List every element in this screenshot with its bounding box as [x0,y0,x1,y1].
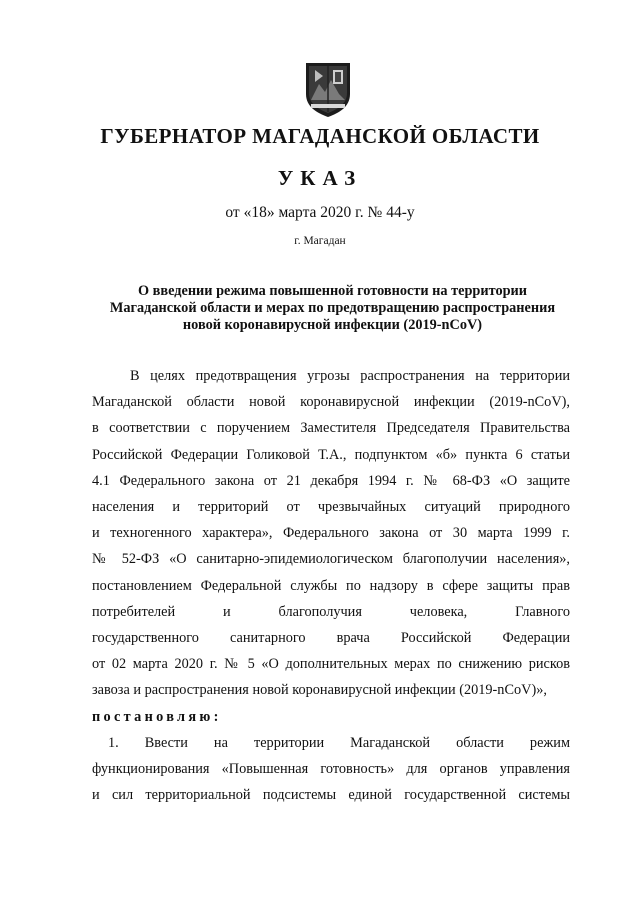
body-line: Магаданской области новой коронавирусной инфекции (2019-nCoV), [92,394,570,411]
item-line: 1. Ввести на территории Магаданской области режим [108,734,570,751]
body-line: 4.1 Федерального закона от 21 декабря 1994 г. № 68-ФЗ «О защите [92,472,570,489]
subject-line: Магаданской области и мерах по предотвращению распространения [109,300,556,316]
governor-title: ГУБЕРНАТОР МАГАДАНСКОЙ ОБЛАСТИ [100,124,540,148]
body-line: в соответствии с поручением Заместителя Председателя Правительства [92,420,570,437]
body-line: Российской Федерации Голиковой Т.А., подпунктом «б» пункта 6 статьи [92,446,570,463]
body-line: завоза и распространения новой коронавирусной инфекции (2019-nCoV)», [92,682,547,699]
body-line: и техногенного характера», Федерального закона от 30 марта 1999 г. [92,525,570,542]
body-line: постановлением Федеральной службы по надзору в сфере защиты прав [92,577,570,594]
body-line: В целях предотвращения угрозы распространения на территории [130,368,570,384]
decree-word: постановляю: [92,708,222,725]
item-line: функционирования «Повышенная готовность» для органов управления [92,761,570,778]
decree-subject [95,283,570,334]
body-line: государственного санитарного врача Российской Федерации [92,630,570,647]
item-line: и сил территориальной подсистемы единой государственной системы [92,787,570,804]
body-line: потребителей и благополучия человека, Главного [92,603,570,620]
body-line: от 02 марта 2020 г. № 5 «О дополнительных мерах по снижению рисков [92,656,570,673]
coat-of-arms-emblem [303,60,353,118]
decree-date-number: от «18» марта 2020 г. № 44-у [225,204,415,221]
body-line: населения и территорий от чрезвычайных ситуаций природного [92,499,570,516]
subject-line: новой коронавирусной инфекции (2019-nCoV) [182,317,483,333]
subject-line: О введении режима повышенной готовности на территории [137,283,528,299]
decree-city: г. Магадан [294,235,346,247]
body-line: № 52-ФЗ «О санитарно-эпидемиологическом благополучии населения», [92,551,570,568]
document-type: УКАЗ [277,166,363,190]
decree-body [92,363,570,808]
